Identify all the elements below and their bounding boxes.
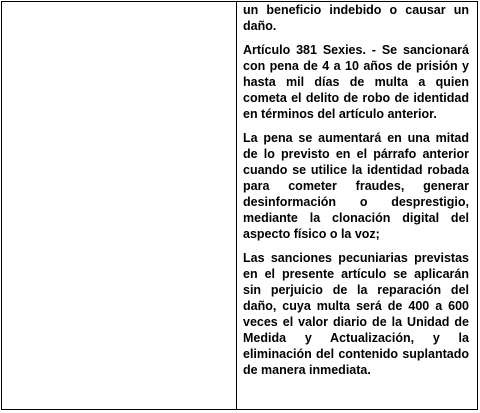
table-right-column	[237, 2, 477, 409]
paragraph-penalty-increase: La pena se aumentará en una mitad de lo previsto en el párrafo anterior cuando se utilice la identidad robada para cometer fraudes, generar desinformación o desprestigio, mediante la clonación digital del aspecto físico o la voz;	[243, 131, 469, 241]
comparison-table	[1, 1, 478, 410]
paragraph-pecuniary-sanctions: Las sanciones pecuniarias previstas en el presente artículo se aplicarán sin perjuicio de la reparación del daño, cuya multa será de 400 a 600 veces el valor diario de la Unidad de Medida y Actualización, y la eliminación del contenido suplantado de manera inmediata.	[243, 251, 469, 377]
paragraph-article-381-sexies: Artículo 381 Sexies. - Se sancionará con pena de 4 a 10 años de prisión y hasta mil días de multa a quien cometa el delito de robo de identidad en términos del artículo anterior.	[243, 43, 469, 121]
paragraph-continuation: un beneficio indebido o causar un daño.	[243, 3, 469, 33]
table-left-column	[2, 2, 237, 409]
